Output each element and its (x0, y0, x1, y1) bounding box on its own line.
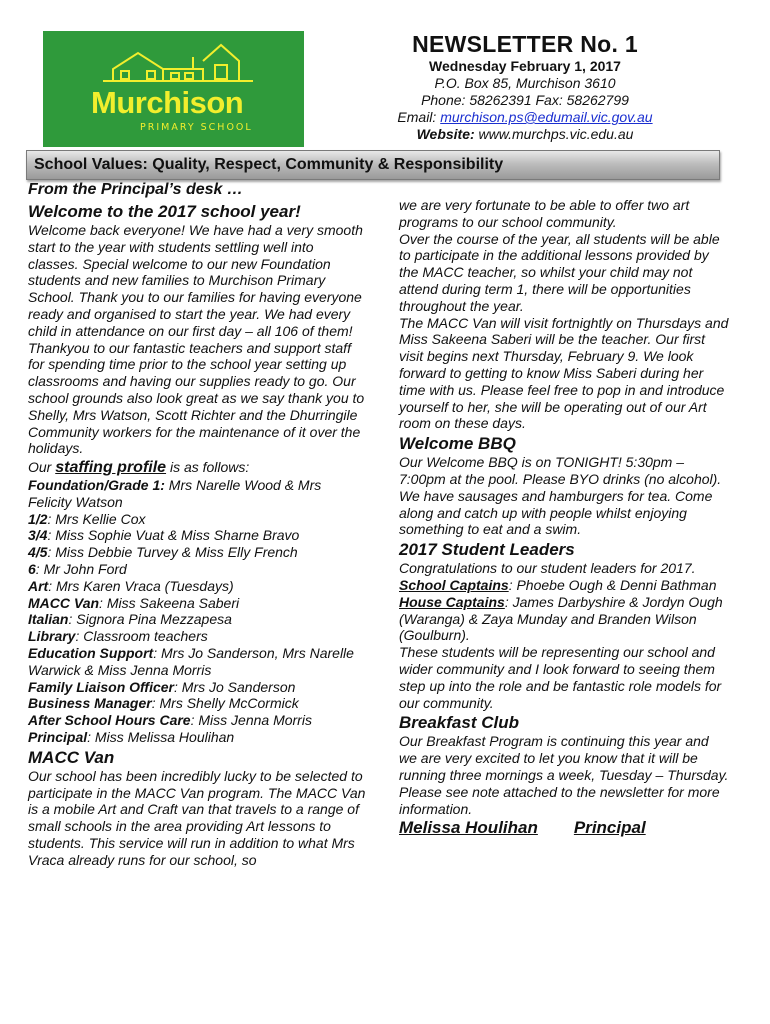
staff-role: 4/5 (28, 544, 48, 561)
staff-names: : Miss Sakeena Saberi (99, 594, 240, 611)
staff-list (28, 477, 368, 746)
staff-row (28, 511, 368, 528)
school-captains-names: : Phoebe Ough & Denni Bathman (508, 576, 717, 593)
school-logo (43, 31, 304, 147)
signature (399, 817, 729, 839)
staff-role: Foundation/Grade 1: (28, 476, 165, 493)
staff-role: 3/4 (28, 527, 48, 544)
phone-fax: Phone: 58262391 Fax: 58262799 (421, 92, 629, 108)
staff-role: Business Manager (28, 695, 152, 712)
website-label: Website: (416, 126, 475, 142)
right-column (399, 197, 729, 839)
staff-names: : Mrs Kellie Cox (47, 510, 146, 527)
house-captains (399, 594, 729, 644)
staff-role: After School Hours Care (28, 712, 191, 729)
left-column (28, 180, 368, 868)
staff-role: Art (28, 577, 49, 594)
po-box: P.O. Box 85, Murchison 3610 (434, 75, 616, 91)
staff-row (28, 561, 368, 578)
staff-names: : Mr John Ford (35, 560, 127, 577)
staff-names: : Mrs Karen Vraca (Tuesdays) (48, 577, 234, 594)
staff-role: Family Liaison Officer (28, 678, 175, 695)
staff-role: 1/2 (28, 510, 48, 527)
newsletter-date: Wednesday February 1, 2017 (429, 58, 621, 74)
staff-row (28, 595, 368, 612)
staff-role: Library (28, 628, 76, 645)
staff-intro (28, 459, 368, 477)
staff-names: Mrs Narelle Wood & Mrs Felicity Watson (28, 476, 322, 510)
welcome-text: Welcome back everyone! We have had a very smooth start to the year with students settling well into classes. Special welcome to our new Foundation students and new families to Murchison Primary School. Thank you to our families for having everyone ready and organised to start the year. We had every child in attendance on our first day – all 106 of them! (28, 222, 363, 339)
staff-row (28, 578, 368, 595)
staff-row (28, 712, 368, 729)
school-values-banner (26, 150, 720, 180)
email-link[interactable]: murchison.ps@edumail.vic.gov.au (440, 109, 653, 125)
house-captains-label: House Captains (399, 593, 505, 610)
staffing-profile-link: staffing profile (55, 459, 167, 477)
signature-title: Principal (573, 818, 646, 838)
breakfast-club-text: Our Breakfast Program is continuing this year and we are very excited to let you know that it will be running three mornings a week, Tuesday – Thursday. Please see note attached to the newsletter for more information. (399, 733, 729, 817)
welcome-bbq-heading: Welcome BBQ (399, 434, 516, 454)
welcome-bbq-text: Our Welcome BBQ is on TONIGHT! 5:30pm – 7:00pm at the pool. Please BYO drinks (no alcohol). We have sausages and hamburgers for tea. Come along and catch up with people whilst enjoying something to eat and a swim. (399, 454, 722, 538)
staff-names: : Miss Sophie Vuat & Miss Sharne Bravo (47, 527, 300, 544)
newsletter-header (360, 30, 690, 143)
staff-intro-after: is as follows: (166, 459, 250, 476)
logo-subtitle: PRIMARY SCHOOL (140, 122, 253, 133)
staff-row (28, 611, 368, 628)
staff-row (28, 628, 368, 645)
staff-row (28, 477, 368, 511)
house-captains-names: : James Darbyshire & Jordyn Ough (Waranga) & Zaya Munday and Branden Wilson (Goulburn). (399, 593, 723, 644)
welcome-heading: Welcome to the 2017 school year! (28, 202, 301, 221)
staff-names: : Signora Pina Mezzapesa (68, 611, 232, 628)
staff-role: Italian (28, 611, 69, 628)
logo-name: Murchison (91, 85, 244, 120)
staff-names: : Miss Jenna Morris (190, 712, 312, 729)
thanks-text: Thankyou to our fantastic teachers and support staff for spending time prior to the school year setting up classrooms and having our supplies ready to go. Our school grounds also look great as we say thank you to Shelly, Mrs Watson, Scott Richter and the Dhurringile Community workers for the maintenance of it over the holidays. (28, 339, 365, 457)
school-values-text: School Values: Quality, Respect, Community & Responsibility (34, 156, 504, 173)
macc-van-heading: MACC Van (28, 747, 115, 767)
website-line (360, 126, 690, 143)
breakfast-club-heading: Breakfast Club (399, 713, 519, 733)
staff-intro-text: Our (28, 459, 56, 476)
student-leaders-intro: Congratulations to our student leaders for 2017. (399, 560, 696, 577)
staff-row (28, 695, 368, 712)
staff-names: : Mrs Jo Sanderson (174, 678, 296, 695)
student-leaders-text: These students will be representing our school and wider community and I look forward to seeing them step up into the role and be fantastic role models for our community. (399, 644, 722, 711)
staff-role: Principal (28, 728, 88, 745)
student-leaders-heading: 2017 Student Leaders (399, 540, 575, 560)
macc-paragraph-2: Over the course of the year, all students will be able to participate in the additional lessons provided by the MACC teacher, so whilst your child may not attend during term 1, there will be opportunities throughout the year. (399, 230, 720, 314)
macc-continued: we are very fortunate to be able to offer two art programs to our school community. (399, 197, 690, 230)
staff-role: Education Support (28, 644, 154, 661)
staff-role: MACC Van (28, 594, 100, 611)
macc-van-text: Our school has been incredibly lucky to be selected to participate in the MACC Van program. The MACC Van is a mobile Art and Craft van that travels to a range of small schools in the area providing Art lessons to students. This service will run in addition to what Mrs Vraca already runs for our school, so (28, 767, 366, 868)
staff-role: 6 (28, 560, 36, 577)
staff-names: : Mrs Shelly McCormick (151, 695, 299, 712)
signature-name: Melissa Houlihan (399, 818, 538, 838)
staff-names: : Classroom teachers (75, 628, 208, 645)
email-line (360, 109, 690, 126)
staff-row (28, 729, 368, 746)
principal-desk-heading: From the Principal’s desk … (28, 181, 243, 198)
staff-row (28, 527, 368, 544)
school-captains (399, 577, 729, 594)
staff-names: : Mrs Jo Sanderson, Mrs Narelle Warwick & Miss Jenna Morris (28, 644, 354, 678)
website-link[interactable]: www.murchps.vic.edu.au (474, 126, 634, 142)
staff-row (28, 544, 368, 561)
staff-row (28, 679, 368, 696)
staff-names: : Miss Debbie Turvey & Miss Elly French (47, 544, 298, 561)
newsletter-title: NEWSLETTER No. 1 (412, 31, 638, 57)
email-label: Email: (397, 109, 441, 125)
staff-names: : Miss Melissa Houlihan (87, 728, 235, 745)
macc-paragraph-3: The MACC Van will visit fortnightly on Thursdays and Miss Sakeena Saberi will be the teacher. Our first visit begins next Thursday, February 9. We look forward to getting to know Miss Saberi during her time with us. Please feel free to pop in and introduce yourself to her, she will be operating out of our Art room on these days. (399, 314, 729, 432)
school-captains-label: School Captains (399, 576, 509, 593)
staff-row (28, 645, 368, 679)
